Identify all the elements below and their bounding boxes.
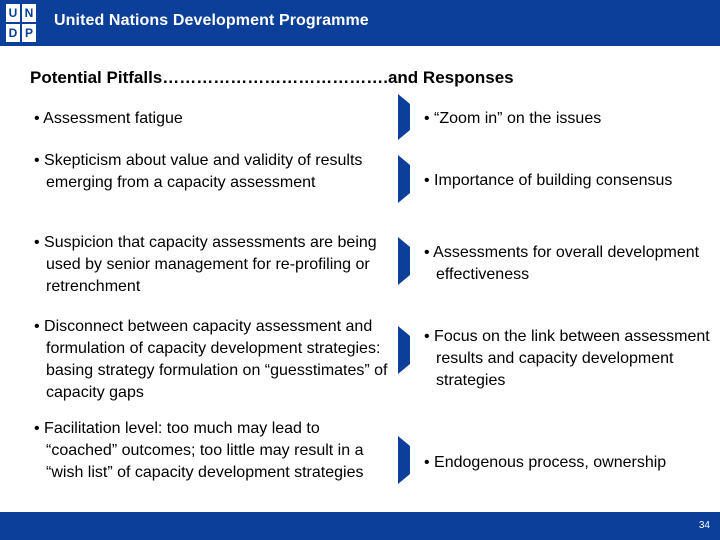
arrow-icon: [398, 237, 410, 285]
page-number: 34: [698, 520, 710, 531]
response-item: [424, 108, 714, 130]
logo-letter: U: [6, 4, 20, 22]
response-text: • Focus on the link between assessment results and capacity development strategies: [424, 328, 710, 389]
arrow-icon: [398, 326, 410, 374]
slide-title: Potential Pitfalls………………………………….and Responses: [30, 68, 514, 87]
response-item: [424, 170, 714, 192]
arrow-icon: [398, 94, 410, 140]
undp-logo: [6, 4, 36, 42]
response-item: [424, 452, 714, 474]
pitfall-text: • Suspicion that capacity assessments are being used by senior management for re-profiling or retrenchment: [34, 234, 377, 295]
response-text: • Assessments for overall development effectiveness: [424, 244, 700, 283]
response-text: • Importance of building consensus: [424, 172, 673, 189]
pitfall-item: [34, 108, 394, 130]
pitfall-text: • Assessment fatigue: [34, 110, 183, 127]
response-item: [424, 242, 714, 286]
pitfall-text: • Disconnect between capacity assessment and formulation of capacity development strategies: basing strategy formulation on “guesstimates” of capacity gaps: [34, 318, 388, 401]
pitfall-text: • Skepticism about value and validity of results emerging from a capacity assessment: [34, 152, 363, 191]
response-text: • Endogenous process, ownership: [424, 454, 667, 471]
pitfall-item: [34, 232, 394, 298]
arrow-icon: [398, 436, 410, 484]
logo-letter: P: [22, 24, 36, 42]
pitfall-item: [34, 150, 394, 194]
footer-bar: [0, 512, 720, 540]
pitfall-item: [34, 418, 394, 484]
org-name: United Nations Development Programme: [54, 12, 369, 29]
response-text: • “Zoom in” on the issues: [424, 110, 602, 127]
header-bar: [0, 0, 720, 46]
pitfall-text: • Facilitation level: too much may lead to “coached” outcomes; too little may result in a “wish list” of capacity development strategies: [34, 420, 364, 481]
logo-letter: N: [22, 4, 36, 22]
logo-letter: D: [6, 24, 20, 42]
pitfall-item: [34, 316, 394, 404]
arrow-icon: [398, 155, 410, 203]
response-item: [424, 326, 714, 392]
